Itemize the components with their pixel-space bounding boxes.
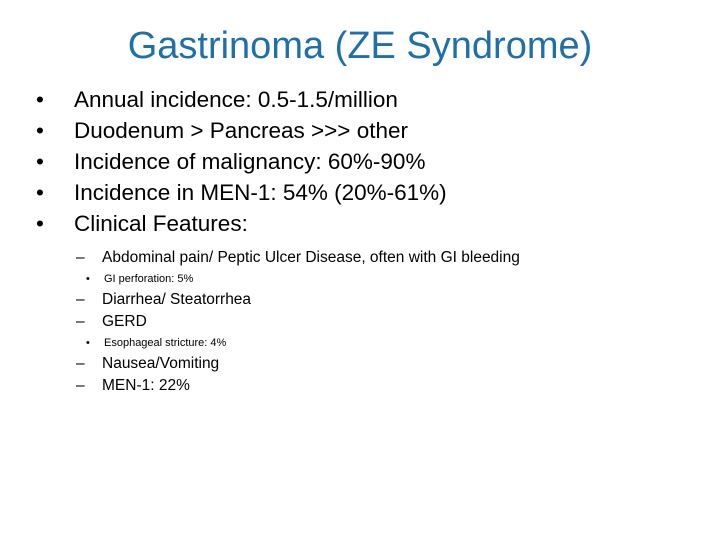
sub-detail-list: [86, 269, 706, 289]
sub-detail-esophageal-stricture: [86, 333, 706, 353]
main-bullet-list: [36, 84, 706, 239]
bullet-annual-incidence: [36, 84, 706, 115]
dash-marker: –: [76, 313, 85, 330]
feature-gerd: [76, 311, 706, 333]
bullet-text: Incidence in MEN-1: 54% (20%-61%): [74, 180, 447, 205]
bullet-marker: •: [36, 87, 44, 112]
bullet-text: Duodenum > Pancreas >>> other: [74, 118, 408, 143]
bullet-malignancy: [36, 146, 706, 177]
dash-marker: –: [76, 291, 85, 308]
bullet-marker: •: [36, 211, 44, 236]
sub-detail-gi-perforation: [86, 269, 706, 289]
dash-marker: –: [76, 249, 85, 266]
feature-text: Nausea/Vomiting: [102, 355, 220, 372]
clinical-features-list: [76, 247, 706, 397]
feature-nausea: [76, 353, 706, 375]
feature-text: MEN-1: 22%: [102, 377, 190, 394]
slide-content: [36, 84, 706, 397]
feature-abdominal-pain: [76, 247, 706, 269]
bullet-text: Annual incidence: 0.5-1.5/million: [74, 87, 398, 112]
feature-text: Diarrhea/ Steatorrhea: [102, 291, 252, 308]
bullet-marker: •: [86, 337, 90, 349]
bullet-text: Incidence of malignancy: 60%-90%: [74, 149, 426, 174]
feature-gerd-sub: [76, 333, 706, 353]
sub-detail-list: [86, 333, 706, 353]
bullet-men1-incidence: [36, 177, 706, 208]
bullet-marker: •: [86, 273, 90, 285]
feature-text: Abdominal pain/ Peptic Ulcer Disease, often with GI bleeding: [102, 249, 520, 266]
dash-marker: –: [76, 355, 85, 372]
sub-detail-text: Esophageal stricture: 4%: [104, 337, 227, 349]
slide-title: Gastrinoma (ZE Syndrome): [127, 25, 593, 67]
feature-text: GERD: [102, 313, 147, 330]
bullet-text: Clinical Features:: [74, 211, 248, 236]
feature-diarrhea: [76, 289, 706, 311]
dash-marker: –: [76, 377, 85, 394]
bullet-clinical-features: [36, 208, 706, 239]
bullet-marker: •: [36, 118, 44, 143]
sub-detail-text: GI perforation: 5%: [104, 273, 194, 285]
feature-abdominal-pain-sub: [76, 269, 706, 289]
feature-men1: [76, 375, 706, 397]
bullet-marker: •: [36, 149, 44, 174]
bullet-location: [36, 115, 706, 146]
bullet-marker: •: [36, 180, 44, 205]
